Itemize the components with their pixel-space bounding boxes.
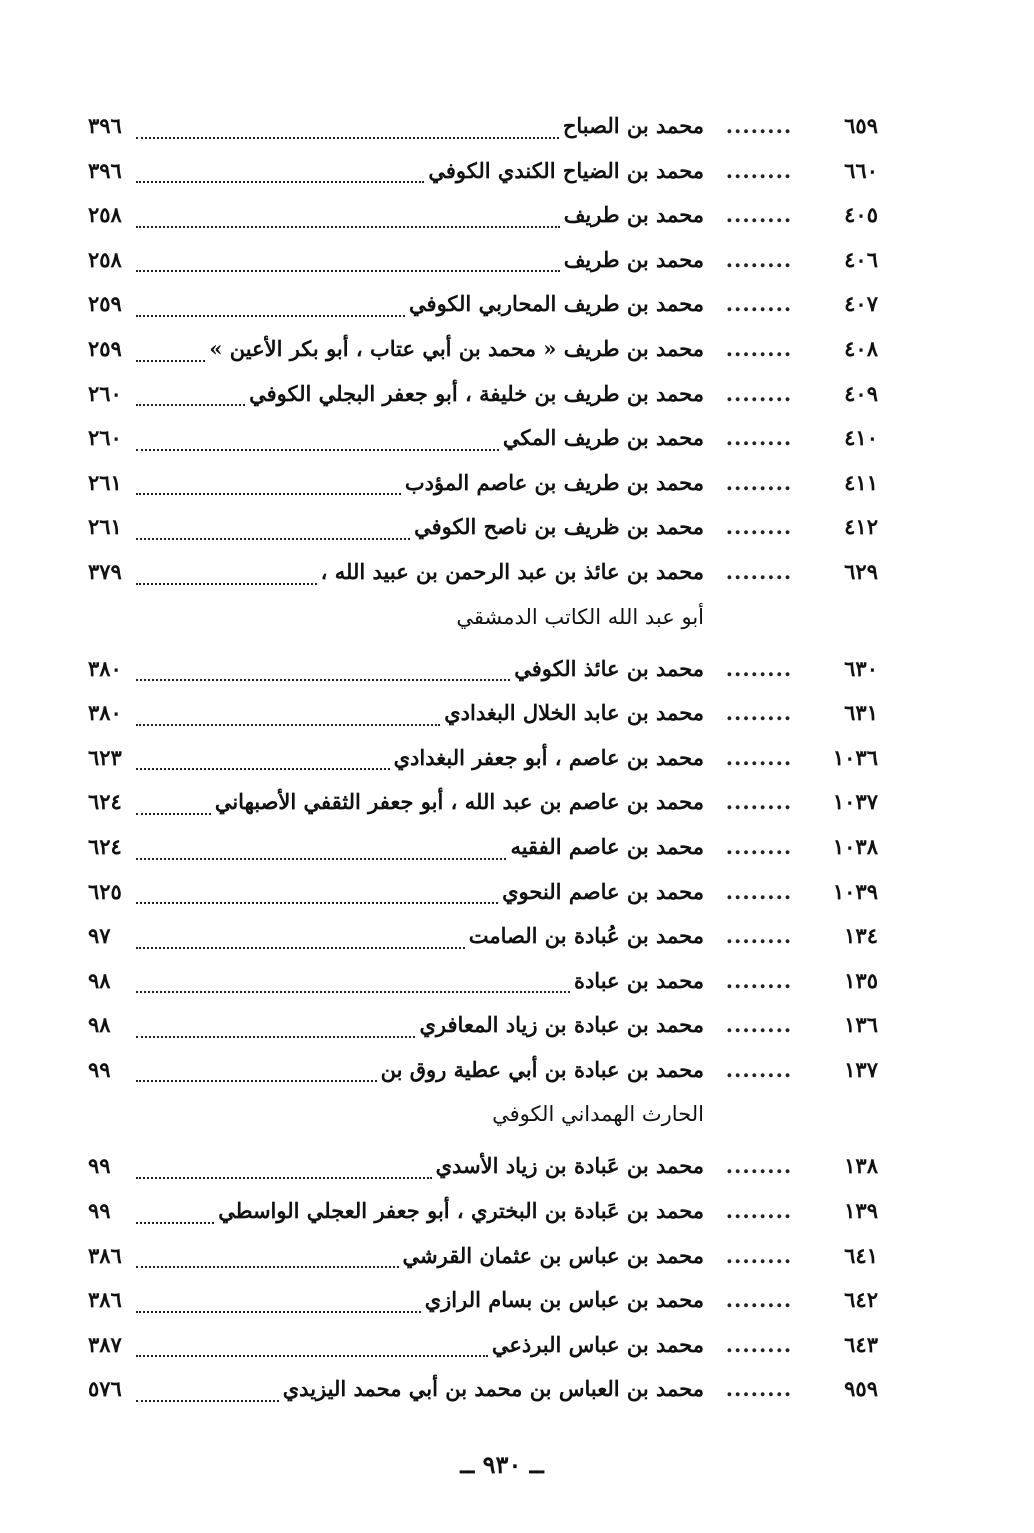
entry-page: ٣٩٦ [88,113,122,138]
entry-number: ١٠٣٧ [832,789,878,815]
entry-leader: ........ [725,878,793,904]
entry-name: محمد بن طريف بن عاصم المؤدب [404,469,704,495]
entry-name: محمد بن عبادة بن أبي عطية روق بن [380,1056,704,1082]
entry-name: محمد بن الصباح [562,113,704,138]
entry-number: ٦٥٩ [844,113,878,138]
entry-leader: ........ [725,923,793,949]
entry-page: ٦٢٣ [88,744,122,770]
dot-leader [136,1265,399,1268]
entry-leader: ........ [725,157,793,183]
entry-leader: ........ [725,113,793,138]
entry-number: ٤١١ [844,469,878,495]
dot-leader [136,767,390,770]
entry-name: محمد بن عاصم الفقيه [510,833,704,859]
index-entry [88,416,878,461]
dot-leader [136,269,560,272]
dot-leader [136,180,424,183]
entry-name: محمد بن عَبادة بن زياد الأسدي [435,1153,704,1179]
entry-name: محمد بن عابد الخلال البغدادي [444,700,704,726]
dot-leader [136,946,465,949]
entry-number: ٤٠٨ [844,335,878,361]
dot-leader [136,1176,432,1179]
dot-leader [136,448,499,451]
entry-page: ٦٢٤ [88,789,122,815]
dot-leader [136,1310,421,1313]
dot-leader [136,314,405,317]
entry-number: ٦٤٢ [844,1287,878,1313]
dot-leader [136,403,245,406]
index-entry [88,1003,878,1048]
entry-number: ٦٤١ [844,1242,878,1268]
entry-name: محمد بن طريف « محمد بن أبي عتاب ، أبو بكر الأعين » [209,335,704,361]
entry-number: ١٠٣٦ [832,744,878,770]
entry-number: ٦٢٩ [844,558,878,584]
continuation-text: أبو عبد الله الكاتب الدمشقي [456,604,704,629]
entry-number: ١٣٤ [844,923,878,949]
index-entry [88,1278,878,1323]
entry-page: ٢٥٩ [88,291,122,317]
entry-leader: ........ [725,744,793,770]
entry-name: محمد بن الضياح الكندي الكوفي [428,157,704,183]
entry-page: ٩٨ [88,1012,111,1038]
entry-number: ١٠٣٨ [832,833,878,859]
index-entry [88,104,878,149]
entry-number: ٤١٢ [844,514,878,540]
page-number: ــ ٩٣٠ ــ [460,1450,544,1479]
dot-leader [136,136,559,139]
entry-name: محمد بن عبادة بن زياد المعافري [419,1012,704,1038]
dot-leader [136,901,498,904]
index-entry [88,780,878,825]
entry-number: ٤٠٩ [844,380,878,406]
dot-leader [136,1354,488,1357]
entry-leader: ........ [725,291,793,317]
entry-name: محمد بن عَبادة بن البختري ، أبو جعفر العجلي الواسطي [218,1198,704,1224]
entry-number: ١٣٦ [844,1012,878,1038]
entry-page: ٥٧٦ [88,1376,122,1402]
entry-page: ٣٨٠ [88,700,122,726]
entry-name: محمد بن ظريف بن ناصح الكوفي [414,514,704,540]
entry-number: ٤٠٧ [844,291,878,317]
entry-page: ٦٢٥ [88,878,122,904]
index-entry [88,1234,878,1279]
entry-leader: ........ [725,202,793,228]
index-entry [88,1189,878,1234]
entry-number: ٩٥٩ [844,1376,878,1402]
index-entry [88,647,878,692]
entry-name: محمد بن عباس بن عثمان القرشي [402,1242,704,1268]
entry-page: ٩٨ [88,967,111,993]
continuation-text: الحارث الهمداني الكوفي [492,1102,704,1127]
entry-name: محمد بن طريف المحاربي الكوفي [409,291,704,317]
entry-leader: ........ [725,1331,793,1357]
index-entry [88,550,878,595]
entry-page: ٣٧٩ [88,558,122,584]
dot-leader [136,492,401,495]
entry-name: محمد بن عائذ بن عبد الرحمن بن عبيد الله ، [320,558,704,584]
entry-leader: ........ [725,967,793,993]
index-entry [88,505,878,550]
entry-number: ١٣٧ [844,1056,878,1082]
index-entry [88,825,878,870]
entry-leader: ........ [725,1153,793,1179]
entry-page: ٩٧ [88,923,111,949]
entry-page: ٢٦١ [88,514,122,540]
entry-name: محمد بن عباس بن بسام الرازي [424,1287,704,1313]
entry-leader: ........ [725,1287,793,1313]
entry-leader: ........ [725,246,793,272]
entry-leader: ........ [725,655,793,681]
entry-number: ٦٣١ [844,700,878,726]
entry-page: ٩٩ [88,1198,111,1224]
entry-name: محمد بن عُبادة بن الصامت [468,923,704,949]
entry-name: محمد بن عاصم ، أبو جعفر البغدادي [393,744,704,770]
dot-leader [136,812,211,815]
entry-number: ٤١٠ [844,425,878,451]
entry-page: ٣٨٦ [88,1287,122,1313]
index-entry [88,1323,878,1368]
index-entry [88,193,878,238]
entry-page: ٣٨٠ [88,655,122,681]
entry-leader: ........ [725,380,793,406]
entry-page: ٦٢٤ [88,833,122,859]
entry-name: محمد بن عبادة [573,967,704,993]
index-entry [88,870,878,915]
entry-number: ١٣٥ [844,967,878,993]
entry-leader: ........ [725,469,793,495]
entry-page: ٣٨٦ [88,1242,122,1268]
entry-leader: ........ [725,1242,793,1268]
dot-leader [136,1221,214,1224]
entry-leader: ........ [725,1198,793,1224]
entry-leader: ........ [725,700,793,726]
entry-name: محمد بن عباس البرذعي [491,1331,704,1357]
entry-leader: ........ [725,425,793,451]
entry-leader: ........ [725,514,793,540]
index-entries [88,104,878,1412]
entry-number: ٦٦٠ [844,157,878,183]
index-entry [88,914,878,959]
entry-name: محمد بن طريف بن خليفة ، أبو جعفر البجلي الكوفي [249,380,704,406]
entry-leader: ........ [725,1376,793,1402]
entry-name: محمد بن عائذ الكوفي [514,655,704,681]
dot-leader [136,990,570,993]
index-entry [88,327,878,372]
index-entry [88,149,878,194]
dot-leader [136,678,510,681]
entry-leader: ........ [725,558,793,584]
dot-leader [136,857,506,860]
dot-leader [136,359,205,362]
entry-page: ٣٩٦ [88,157,122,183]
entry-page: ٢٥٨ [88,202,122,228]
entry-leader: ........ [725,1012,793,1038]
index-entry [88,461,878,506]
entry-name: محمد بن طريف [563,246,704,272]
entry-leader: ........ [725,789,793,815]
dot-leader [136,225,560,228]
entry-page: ٩٩ [88,1153,111,1179]
entry-continuation [88,595,878,647]
entry-page: ٢٥٨ [88,246,122,272]
entry-page: ٢٦٠ [88,425,122,451]
entry-number: ١٠٣٩ [832,878,878,904]
entry-page: ٢٦١ [88,469,122,495]
index-entry [88,372,878,417]
dot-leader [136,537,410,540]
dot-leader [136,582,317,585]
entry-name: محمد بن طريف [563,202,704,228]
entry-number: ٤٠٥ [844,202,878,228]
dot-leader [136,723,440,726]
dot-leader [136,1035,415,1038]
entry-number: ٤٠٦ [844,246,878,272]
index-entry [88,1048,878,1093]
entry-leader: ........ [725,833,793,859]
entry-leader: ........ [725,1056,793,1082]
entry-page: ٢٦٠ [88,380,122,406]
entry-page: ٩٩ [88,1056,111,1082]
entry-number: ٦٣٠ [844,655,878,681]
entry-number: ١٣٩ [844,1198,878,1224]
index-entry [88,1367,878,1412]
entry-number: ١٣٨ [844,1153,878,1179]
dot-leader [136,1399,279,1402]
index-entry [88,238,878,283]
entry-name: محمد بن عاصم النحوي [502,878,704,904]
entry-continuation [88,1092,878,1144]
index-entry [88,1144,878,1189]
entry-name: محمد بن عاصم بن عبد الله ، أبو جعفر الثقفي الأصبهاني [214,789,704,815]
entry-name: محمد بن طريف المكي [502,425,704,451]
index-entry [88,736,878,781]
dot-leader [136,1079,377,1082]
entry-leader: ........ [725,335,793,361]
entry-name: محمد بن العباس بن محمد بن أبي محمد اليزيدي [282,1376,704,1402]
entry-page: ٣٨٧ [88,1331,122,1357]
index-entry [88,959,878,1004]
index-entry [88,691,878,736]
index-entry [88,282,878,327]
entry-page: ٢٥٩ [88,335,122,361]
entry-number: ٦٤٣ [844,1331,878,1357]
